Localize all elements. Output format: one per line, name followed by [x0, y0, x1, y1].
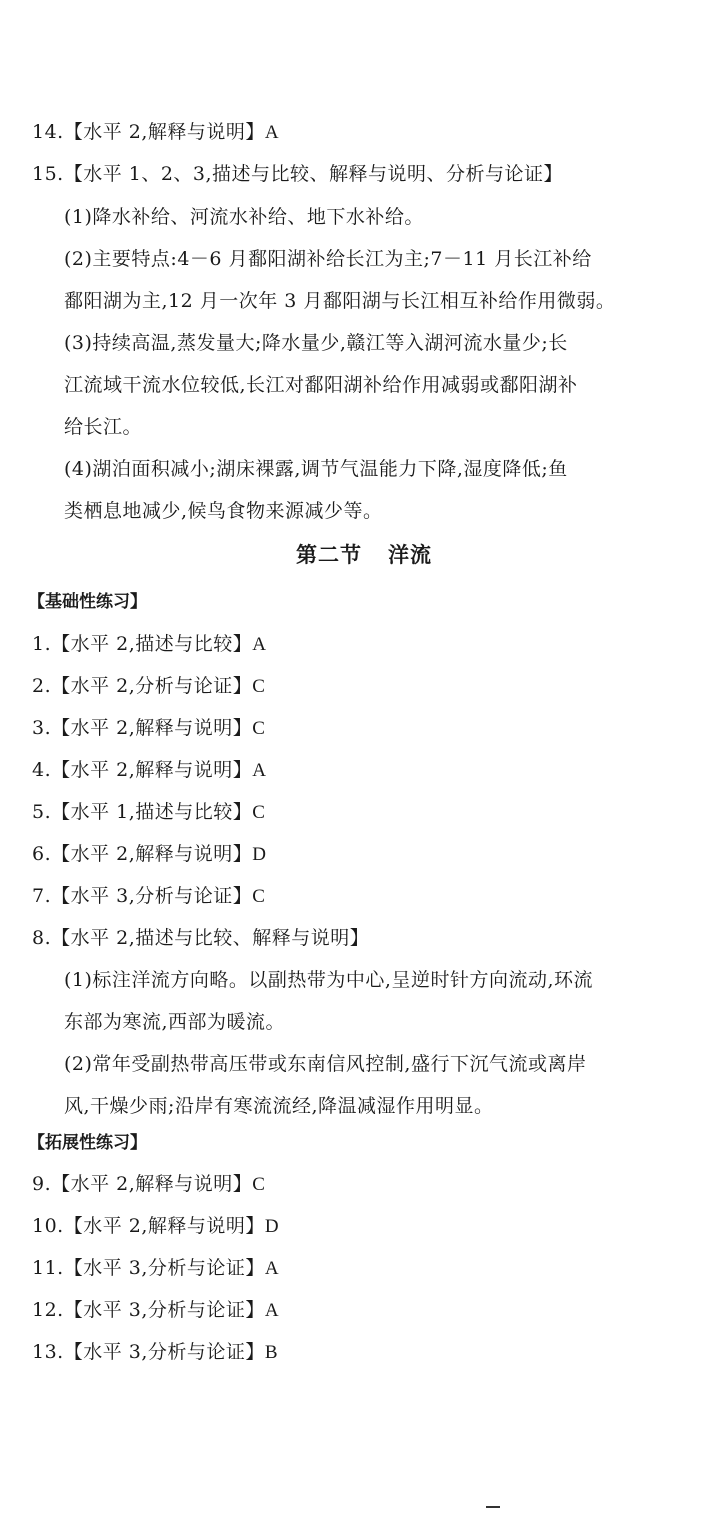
item-4-label: 4.【水平 2,解释与说明】: [32, 759, 253, 781]
item-6-answer: D: [252, 844, 267, 865]
answer-item-5: [32, 800, 265, 825]
answer-item-1: [32, 632, 267, 657]
answer-item-2: [32, 674, 265, 699]
item-12-label: 12.【水平 3,分析与论证】: [32, 1299, 265, 1321]
answer-item-15: [32, 162, 563, 186]
answer-item-4: [32, 758, 267, 783]
item-3-label: 3.【水平 2,解释与说明】: [32, 717, 253, 739]
q15-part-4-line-1: (4)湖泊面积减小;湖床裸露,调节气温能力下降,湿度降低;鱼: [64, 458, 568, 480]
q15-part-4-line-2: 类栖息地减少,候鸟食物来源减少等。: [64, 500, 383, 522]
item-12-answer: A: [264, 1300, 280, 1321]
section-title: [0, 542, 728, 568]
q15-part-3-line-1: (3)持续高温,蒸发量大;降水量少,赣江等入湖河流水量少;长: [64, 332, 568, 354]
item-3-answer: C: [252, 718, 266, 739]
answer-item-10: [32, 1214, 279, 1239]
item-2-label: 2.【水平 2,分析与论证】: [32, 675, 253, 697]
q15-part-3-line-2: 江流域干流水位较低,长江对鄱阳湖补给作用减弱或鄱阳湖补: [64, 374, 578, 396]
item-6-label: 6.【水平 2,解释与说明】: [32, 843, 253, 865]
answer-item-3: [32, 716, 265, 741]
q8-part-2-line-1: (2)常年受副热带高压带或东南信风控制,盛行下沉气流或离岸: [64, 1053, 587, 1075]
section-name: 洋流: [388, 543, 432, 567]
item-9-answer: C: [252, 1174, 266, 1195]
answer-item-8: [32, 926, 369, 950]
item-2-answer: C: [252, 676, 266, 697]
item-1-label: 1.【水平 2,描述与比较】: [32, 633, 253, 655]
answer-item-11: [32, 1256, 279, 1281]
item-1-answer: A: [252, 634, 267, 655]
answer-item-9: [32, 1172, 265, 1197]
q8-part-2-line-2: 风,干燥少雨;沿岸有寒流流经,降温减湿作用明显。: [64, 1095, 494, 1117]
q8-part-1-line-2: 东部为寒流,西部为暖流。: [64, 1011, 286, 1033]
item-5-label: 5.【水平 1,描述与比较】: [32, 801, 253, 823]
item-11-label: 11.【水平 3,分析与论证】: [32, 1257, 265, 1279]
section-number: 第二节: [296, 543, 362, 567]
answer-item-6: [32, 842, 267, 867]
answer-item-13: [32, 1340, 278, 1365]
item-4-answer: A: [252, 760, 267, 781]
item-7-answer: C: [252, 886, 266, 907]
item-5-answer: C: [252, 802, 266, 823]
basic-practice-heading: 【基础性练习】: [28, 592, 147, 612]
item-9-label: 9.【水平 2,解释与说明】: [32, 1173, 253, 1195]
item-11-answer: A: [264, 1258, 280, 1279]
item-15-label: 15.【水平 1、2、3,描述与比较、解释与说明、分析与论证】: [32, 163, 564, 185]
item-14-label: 14.【水平 2,解释与说明】: [32, 121, 265, 143]
answer-item-7: [32, 884, 265, 909]
q15-part-2-line-2: 鄱阳湖为主,12 月一次年 3 月鄱阳湖与长江相互补给作用微弱。: [64, 290, 616, 312]
item-13-label: 13.【水平 3,分析与论证】: [32, 1341, 265, 1363]
item-8-label: 8.【水平 2,描述与比较、解释与说明】: [32, 927, 370, 949]
extended-practice-heading: 【拓展性练习】: [28, 1133, 147, 1153]
q8-part-1-line-1: (1)标注洋流方向略。以副热带为中心,呈逆时针方向流动,环流: [64, 969, 593, 991]
answer-item-14: [32, 120, 279, 145]
answer-item-12: [32, 1298, 279, 1323]
q15-part-3-line-3: 给长江。: [64, 416, 143, 438]
item-14-answer: A: [264, 122, 280, 143]
item-10-label: 10.【水平 2,解释与说明】: [32, 1215, 265, 1237]
item-13-answer: B: [264, 1342, 279, 1363]
q15-part-2-line-1: (2)主要特点:4－6 月鄱阳湖补给长江为主;7－11 月长江补给: [64, 248, 592, 270]
item-7-label: 7.【水平 3,分析与论证】: [32, 885, 253, 907]
page-footer-mark: [486, 1506, 500, 1508]
q15-part-1: (1)降水补给、河流水补给、地下水补给。: [64, 206, 424, 228]
item-10-answer: D: [264, 1216, 280, 1237]
